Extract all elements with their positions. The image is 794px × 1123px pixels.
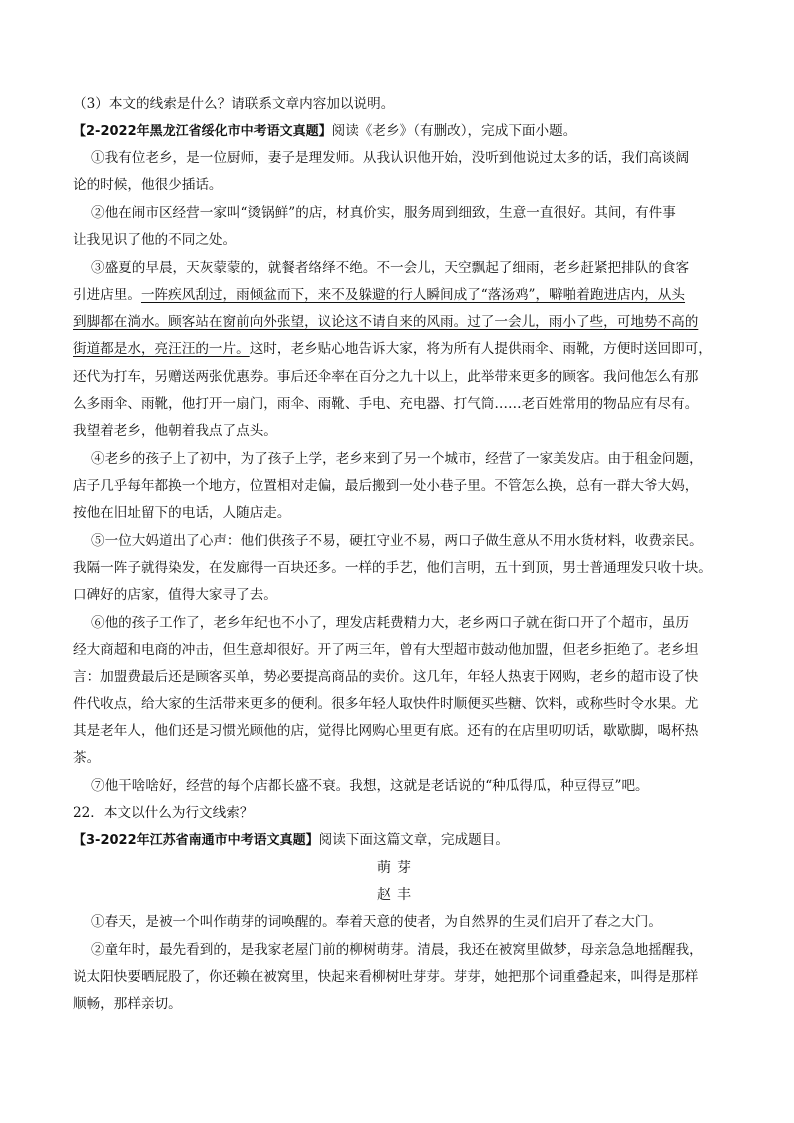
- paragraph-line: 茶。: [73, 750, 101, 766]
- paragraph-line: ①春天，是被一个叫作萌芽的词唤醒的。奉着天意的使者，为自然界的生灵们启开了春之大门。: [91, 914, 662, 930]
- article-title: 萌芽: [377, 860, 417, 876]
- question-22: 22．本文以什么为行文线索？: [73, 805, 254, 821]
- underlined-text: 街道都是水，亮汪汪的一片。: [73, 341, 250, 357]
- paragraph-line: [73, 336, 723, 362]
- paragraph-line: 件代收点，给大家的生活带来更多的便利。很多年轻人取快件时顺便买些糖、饮料，或称些时令水果。尤: [73, 696, 699, 712]
- paragraph-line: 按他在旧址留下的电话，人随店走。: [73, 505, 291, 521]
- paragraph-line: 顺畅，那样亲切。: [73, 996, 182, 1012]
- section-2-intro: 阅读《老乡》（有删改），完成下面小题。: [331, 123, 577, 139]
- article-author: 赵丰: [377, 887, 417, 903]
- paragraph-line: ⑥他的孩子工作了，老乡年纪也不小了，理发店耗费精力大，老乡两口子就在街口开了个超市，虽历: [91, 615, 690, 631]
- paragraph-line: 么多雨伞、雨靴，他打开一扇门，雨伞、雨靴、手电、充电器、打气筒……老百姓常用的物品应有尽有。: [73, 396, 699, 412]
- section-2-header: [73, 118, 723, 144]
- section-3-header: [73, 827, 723, 853]
- plain-text: 引进店里。: [73, 287, 141, 303]
- paragraph-line: ②童年时，最先看到的，是我家老屋门前的柳树萌芽。清晨，我还在被窝里做梦，母亲急急地摇醒我，: [91, 942, 703, 958]
- paragraph-line: 还代为打车，另赠送两张优惠券。事后还伞率在百分之九十以上，此举带来更多的顾客。我问他怎么有那: [73, 369, 699, 385]
- question-3: （3）本文的线索是什么？请联系文章内容加以说明。: [73, 96, 395, 112]
- paragraph-line: ⑦他干啥啥好，经营的每个店都长盛不衰。我想，这就是老话说的“种瓜得瓜，种豆得豆”吧。: [91, 778, 649, 794]
- paragraph-line: ⑤一位大妈道出了心声：他们供孩子不易，硬扛守业不易，两口子做生意从不用水货材料，收费亲民。: [91, 533, 703, 549]
- paragraph-line: ②他在闹市区经营一家叫“烫锅鲜”的店，材真价实，服务周到细致，生意一直很好。其间，有件事: [91, 205, 676, 221]
- section-2-source: 【2-2022年黑龙江省绥化市中考语文真题】: [73, 124, 332, 139]
- underlined-text: 到脚都在淌水。顾客站在窗前向外张望，议论这不请自来的风雨。过了一会儿，雨小了些，可地势不高的: [73, 314, 699, 330]
- paragraph-line: 我隔一阵子就得染发，在发廊得一百块还多。一样的手艺，他们言明，五十到顶，男士普通理发只收十块。: [73, 560, 712, 576]
- paragraph-line: [73, 282, 723, 308]
- section-3-intro: 阅读下面这篇文章，完成题目。: [318, 832, 509, 848]
- paragraph-line: 口碑好的店家，值得大家寻了去。: [73, 587, 277, 603]
- paragraph-line: ①我有位老乡，是一位厨师，妻子是理发师。从我认识他开始，没听到他说过太多的话，我们高谈阔: [91, 150, 690, 166]
- paragraph-line: [73, 309, 723, 335]
- plain-text: 这时，老乡贴心地告诉大家，将为所有人提供雨伞、雨靴，方便时送回即可，: [249, 341, 712, 357]
- paragraph-line: 说太阳快要晒屁股了，你还赖在被窝里，快起来看柳树吐芽芽。芽芽，她把那个词重叠起来，叫得是那样: [73, 969, 699, 985]
- paragraph-line: 经大商超和电商的冲击，但生意却很好。开了两三年，曾有大型超市鼓动他加盟，但老乡拒绝了。老乡坦: [73, 642, 699, 658]
- paragraph-line: ④老乡的孩子上了初中，为了孩子上学，老乡来到了另一个城市，经营了一家美发店。由于租金问题，: [91, 451, 703, 467]
- paragraph-line: 店子几乎每年都换一个地方，位置相对走偏，最后搬到一处小巷子里。不管怎么换，总有一群大爷大妈，: [73, 478, 699, 494]
- paragraph-line: 论的时候，他很少插话。: [73, 177, 223, 193]
- paragraph-line: ③盛夏的早晨，天灰蒙蒙的，就餐者络绎不绝。不一会儿，天空飘起了细雨，老乡赶紧把排队的食客: [91, 260, 690, 276]
- section-3-source: 【3-2022年江苏省南通市中考语文真题】: [73, 833, 319, 848]
- paragraph-line: 言：加盟费最后还是顾客买单，势必要提高商品的卖价。这几年，年轻人热衷于网购，老乡的超市设了快: [73, 669, 699, 685]
- paragraph-line: 让我见识了他的不同之处。: [73, 232, 237, 248]
- underlined-text: 一阵疾风刮过，雨倾盆而下，来不及躲避的行人瞬间成了“落汤鸡”，噼啪着跑进店内，从头: [140, 287, 686, 303]
- paragraph-line: 其是老年人，他们还是习惯光顾他的店，觉得比网购心里更有底。还有的在店里叨叨话，歇歇脚，喝杯热: [73, 723, 699, 739]
- paragraph-line: 我望着老乡，他朝着我点了点头。: [73, 423, 277, 439]
